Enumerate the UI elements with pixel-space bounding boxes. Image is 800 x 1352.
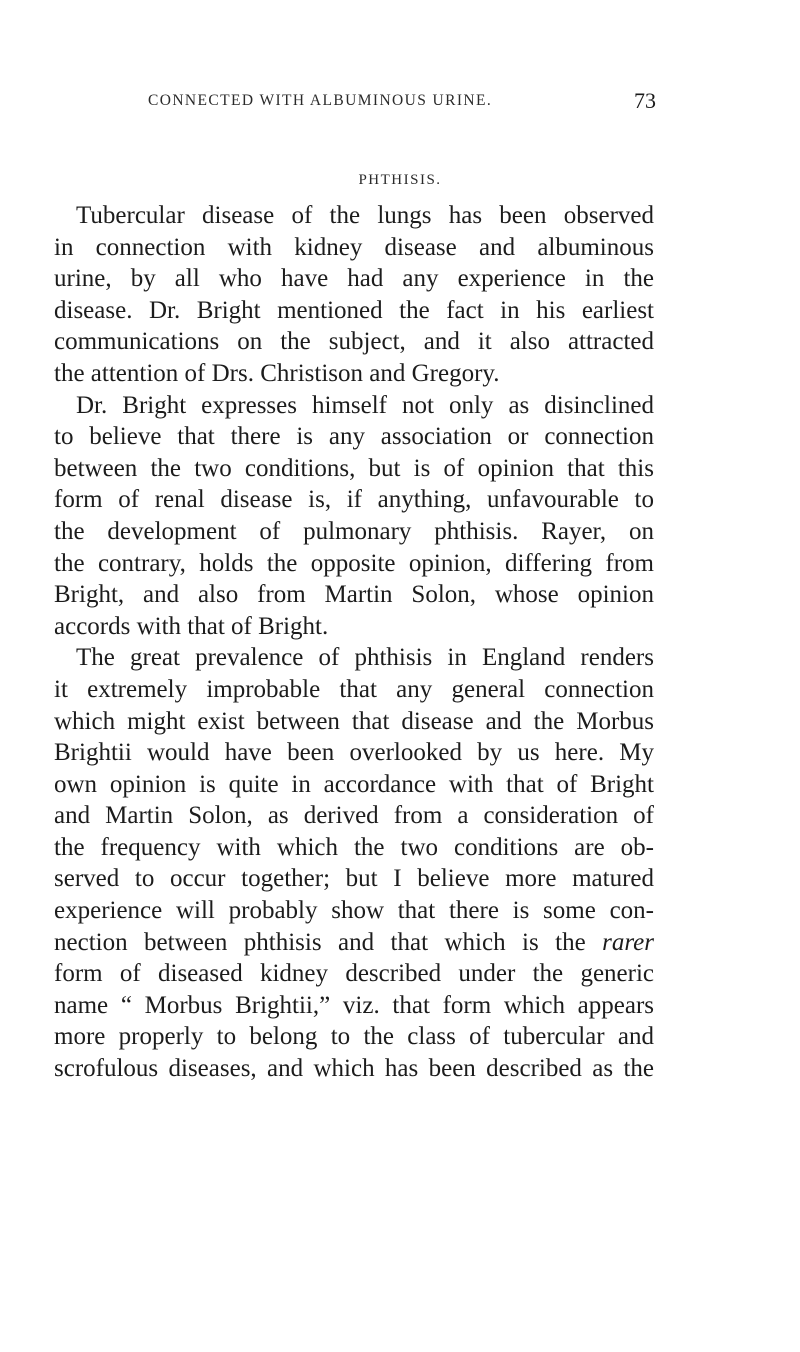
text-line: the contrary, holds the opposite opinion, differing from: [54, 549, 654, 577]
text-line: to believe that there is any association or connection: [54, 423, 654, 451]
text-line: in connection with kidney disease and albuminous: [54, 233, 654, 261]
text-line: more properly to belong to the class of tubercular and: [54, 1023, 654, 1051]
text-line: The great prevalence of phthisis in England renders: [76, 644, 654, 672]
text-line: and Martin Solon, as derived from a consideration of: [54, 802, 654, 830]
text-line: disease. Dr. Bright mentioned the fact in his earliest: [54, 296, 654, 324]
body-text: [54, 200, 654, 1085]
text-line: scrofulous diseases, and which has been described as the: [54, 1055, 654, 1083]
section-heading: PHTHISIS.: [358, 172, 442, 188]
text-line: the attention of Drs. Christison and Gregory.: [54, 359, 500, 387]
running-header: [148, 88, 656, 118]
text-line: Tubercular disease of the lungs has been observed: [76, 202, 654, 229]
text-line: the frequency with which the two conditions are ob-: [54, 833, 654, 861]
text-line: communications on the subject, and it also attracted: [54, 328, 654, 356]
text-line: Brightii would have been overlooked by us here. My: [54, 739, 654, 767]
text-line: accords with that of Bright.: [54, 612, 329, 640]
page-number: 73: [634, 88, 656, 113]
text-line: the development of pulmonary phthisis. Rayer, on: [54, 517, 654, 545]
text-line: which might exist between that disease and the Morbus: [54, 707, 654, 735]
text-line: own opinion is quite in accordance with that of Bright: [54, 770, 654, 798]
text-line: Bright, and also from Martin Solon, whose opinion: [54, 581, 654, 609]
text-run: nection between phthisis and that which is the: [54, 928, 603, 956]
text-line: form of diseased kidney described under the generic: [54, 960, 654, 988]
text-line: name “ Morbus Brightii,” viz. that form which appears: [54, 991, 654, 1019]
text-line: it extremely improbable that any general connection: [54, 675, 654, 703]
text-line: between the two conditions, but is of opinion that this: [54, 454, 654, 482]
running-title: CONNECTED WITH ALBUMINOUS URINE.: [148, 92, 493, 109]
italic-word: rarer: [602, 928, 654, 956]
text-line: Dr. Bright expresses himself not only as disinclined: [76, 391, 654, 419]
text-line: experience will probably show that there is some con-: [54, 897, 654, 925]
text-line: served to occur together; but I believe more matured: [54, 865, 654, 893]
text-line: form of renal disease is, if anything, unfavourable to: [54, 486, 654, 514]
text-line: urine, by all who have had any experience in the: [54, 265, 654, 293]
text-line: [54, 927, 654, 959]
